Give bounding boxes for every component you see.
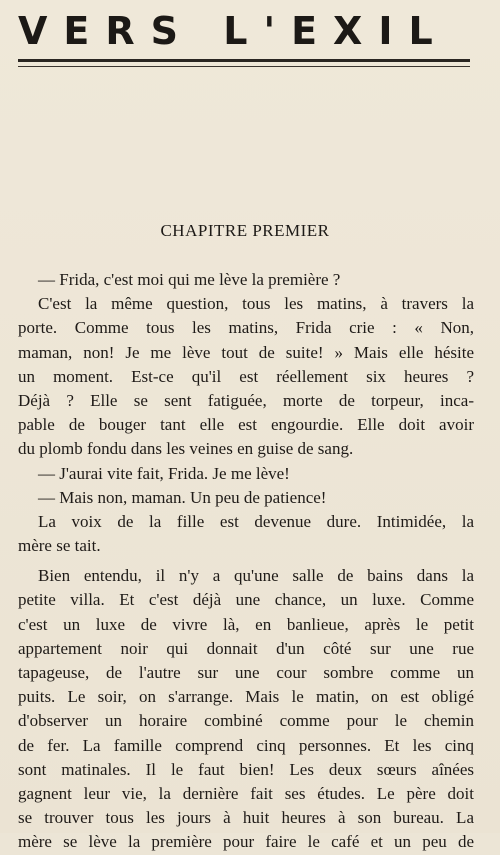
text-line: tapageuse, de l'autre sur une cour sombre comme un [18,663,474,682]
text-line: — Frida, c'est moi qui me lève la première ? [38,270,341,289]
text-line: gagnent leur vie, la dernière fait ses études. Le père doit [18,783,474,803]
text-line: un moment. Est-ce qu'il est réellement six heures ? [18,366,474,386]
running-head: VERS L'EXIL [18,9,449,53]
header-rule-thin [18,66,470,67]
text-line: petite villa. Et c'est déjà une chance, un luxe. Comme [18,590,474,610]
text-line: C'est la même question, tous les matins, à travers la [38,294,474,314]
text-line: mère se tait. [18,536,101,556]
text-line: appartement noir qui donnait d'un côté sur une rue [18,638,474,658]
text-line: puits. Le soir, on s'arrange. Mais le matin, on est obligé [18,687,474,707]
text-line: c'est un luxe de vivre là, en banlieue, après le petit [18,614,474,634]
body-text [18,268,474,855]
text-line: — J'aurai vite fait, Frida. Je me lève! [38,463,290,483]
text-line: de fer. La famille comprend cinq personnes. Et les cinq [18,735,474,755]
text-line: pable de bouger tant elle est engourdie. Elle doit avoir [18,415,474,435]
chapter-title: CHAPITRE PREMIER [160,221,330,240]
text-line: Déjà ? Elle se sent fatiguée, morte de torpeur, inca- [18,390,474,410]
text-line: Bien entendu, il n'y a qu'une salle de bains dans la [38,566,474,586]
text-line: porte. Comme tous les matins, Frida crie : « Non, [18,318,474,338]
text-line: du plomb fondu dans les veines en guise de sang. [18,439,354,459]
text-line: — Mais non, maman. Un peu de patience! [38,487,327,507]
text-line: sont matinales. Il le faut bien! Les deux sœurs aînées [18,759,474,779]
text-line: d'observer un horaire combiné comme pour le chemin [18,711,474,731]
text-line: maman, non! Je me lève tout de suite! » Mais elle hésite [18,342,474,362]
header-rule-thick [18,59,470,62]
text-line: se trouver tous les jours à huit heures à son bureau. La [18,808,474,828]
text-line: La voix de la fille est devenue dure. Intimidée, la [38,511,474,531]
text-line: mère se lève la première pour faire le café et un peu de [18,832,474,852]
